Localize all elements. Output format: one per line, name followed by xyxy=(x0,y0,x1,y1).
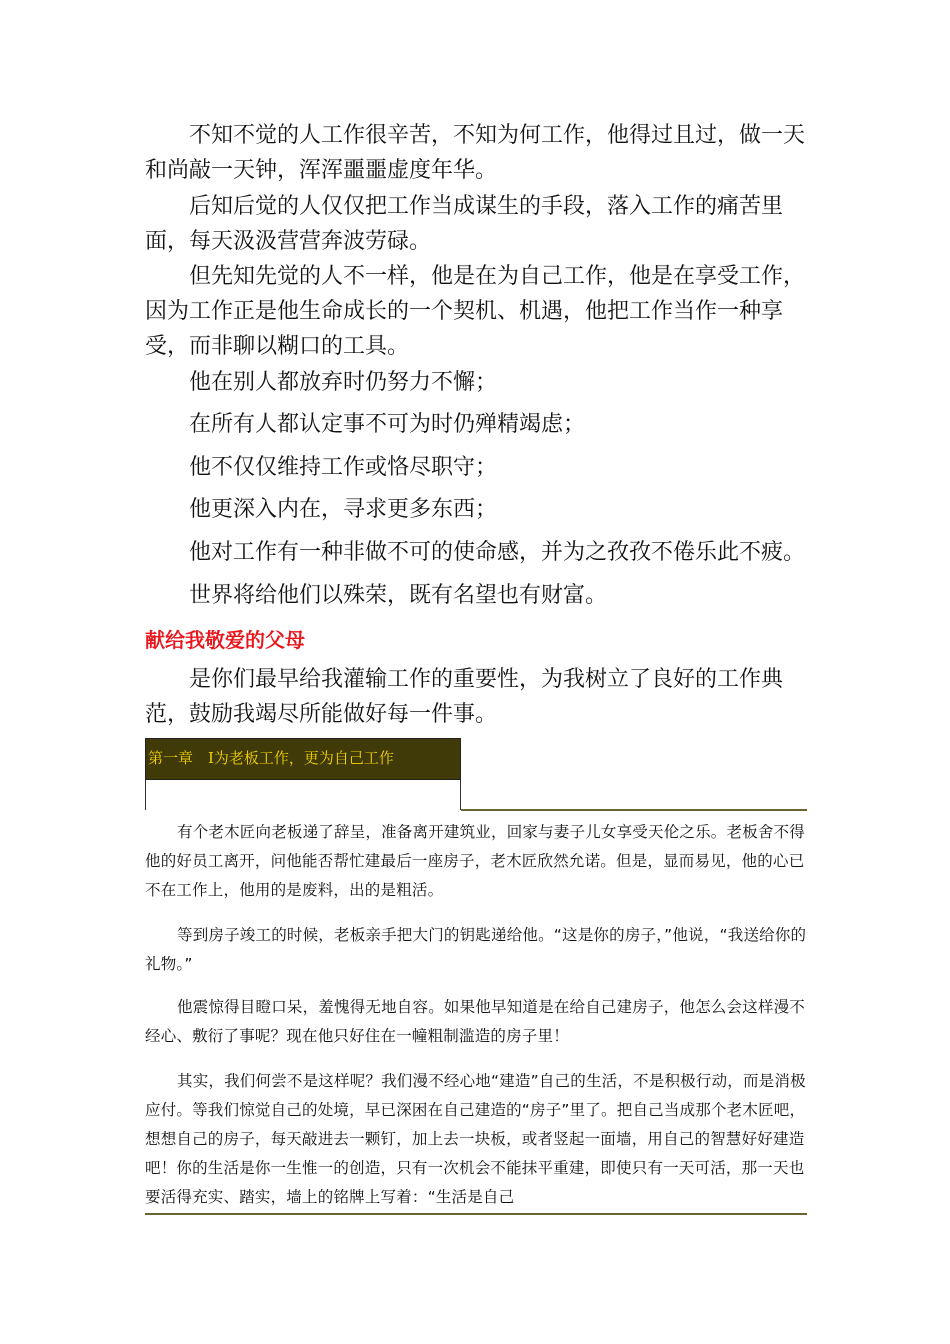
story-paragraph: 有个老木匠向老板递了辞呈，准备离开建筑业，回家与妻子儿女享受天伦之乐。老板舍不得他的好员工离开，问他能否帮忙建最后一座房子，老木匠欣然允诺。但是，显而易见，他的心已不在工作上，他用的是废料，出的是粗活。 xyxy=(145,823,806,899)
intro-paragraph: 在所有人都认定事不可为时仍殚精竭虑； xyxy=(189,412,586,437)
intro-paragraph: 他不仅仅维持工作或恪尽职守； xyxy=(189,455,498,480)
intro-paragraph: 他在别人都放弃时仍努力不懈； xyxy=(189,370,498,395)
dedication-text: 是你们最早给我灌输工作的重要性，为我树立了良好的工作典范，鼓励我竭尽所能做好每一件事。 xyxy=(145,667,784,727)
intro-paragraph: 他对工作有一种非做不可的使命感，并为之孜孜不倦乐此不疲。 xyxy=(189,540,806,565)
story-paragraph: 其实，我们何尝不是这样呢？我们漫不经心地“建造”自己的生活，不是积极行动，而是消极应付。等我们惊觉自己的处境，早已深困在自己建造的“房子”里了。把自己当成那个老木匠吧，想想自己的房子，每天敲进去一颗钉，加上去一块板，或者竖起一面墙，用自己的智慧好好建造吧！你的生活是你一生惟一的创造，只有一次机会不能抹平重建，即使只有一天可活，那一天也要活得充实、踏实，墙上的铭牌上写着：“生活是自己 xyxy=(145,1072,806,1206)
story-paragraph: 他震惊得目瞪口呆，羞愧得无地自容。如果他早知道是在给自己建房子，他怎么会这样漫不经心、敷衍了事呢？现在他只好住在一幢粗制滥造的房子里！ xyxy=(145,998,806,1045)
intro-paragraph: 后知后觉的人仅仅把工作当成谋生的手段，落入工作的痛苦里面，每天汲汲营营奔波劳碌。 xyxy=(145,194,784,254)
chapter-banner xyxy=(145,738,461,780)
bottom-divider-line xyxy=(145,1213,807,1215)
story-paragraph: 等到房子竣工的时候，老板亲手把大门的钥匙递给他。“这是你的房子，”他说，“我送给你的礼物。” xyxy=(145,926,807,973)
intro-paragraph: 世界将给他们以殊荣，既有名望也有财富。 xyxy=(189,583,608,608)
intro-paragraph: 不知不觉的人工作很辛苦，不知为何工作，他得过且过，做一天和尚敲一天钟，浑浑噩噩虚度年华。 xyxy=(145,123,806,183)
chapter-banner-frame xyxy=(145,780,461,810)
dedication-heading: 献给我敬爱的父母 xyxy=(145,628,305,652)
chapter-title: 第一章 Ⅰ为老板工作，更为自己工作 xyxy=(148,749,394,767)
intro-paragraph: 他更深入内在，寻求更多东西； xyxy=(189,497,498,522)
chapter-divider-line xyxy=(461,809,807,811)
intro-paragraph: 但先知先觉的人不一样，他是在为自己工作，他是在享受工作，因为工作正是他生命成长的一个契机、机遇，他把工作当作一种享受，而非聊以糊口的工具。 xyxy=(145,264,806,359)
